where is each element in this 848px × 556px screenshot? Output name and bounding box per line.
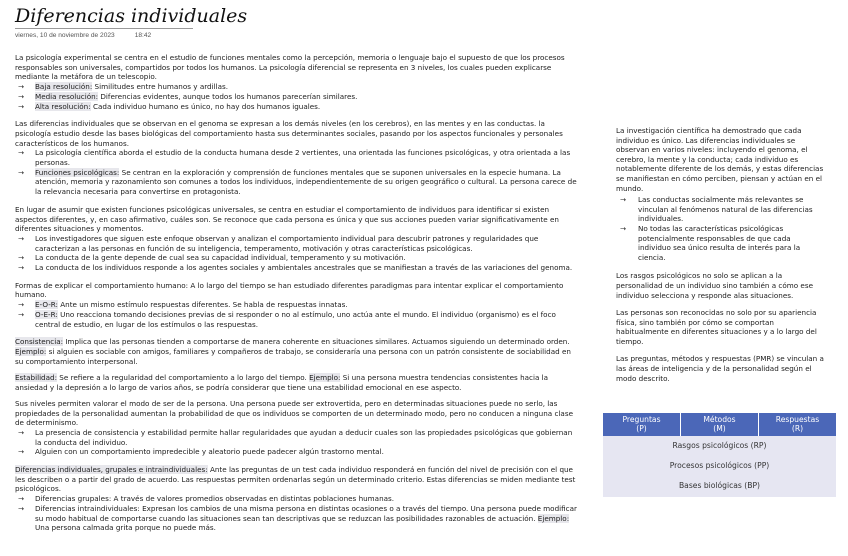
arrow-icon: → [18, 82, 25, 92]
arrow-icon: → [18, 427, 25, 437]
list-item-text: La conducta de la gente depende de cual sea su capacidad individual, temperamento y su motivación. [35, 253, 406, 263]
side-paragraph: Las preguntas, métodos y respuestas (PMR) se vinculan a las áreas de inteligencia y de la personalidad según el modo descrito. [616, 354, 824, 383]
header-label: Respuestas [775, 415, 820, 424]
side-note [616, 126, 824, 391]
arrow-icon: → [18, 300, 25, 310]
arrow-icon: → [18, 253, 25, 263]
list-item-text: La presencia de consistencia y estabilidad permite hallar regularidades que ayudan a deducir cuales son las propiedades psicológicas que gobiernan la conducta del individuo. [35, 427, 573, 447]
list-item [15, 428, 580, 447]
header-abbr: (M) [713, 424, 726, 433]
list-item [15, 168, 580, 197]
arrow-icon: → [18, 91, 25, 101]
term-highlight: Consistencia: [15, 337, 64, 347]
example-highlight: Ejemplo: [15, 346, 47, 356]
example-highlight: Ejemplo: [309, 372, 341, 382]
side-paragraph: Las personas son reconocidas no solo por su apariencia física, sino también por cómo se comportan habitualmente en diferentes situaciones y a lo largo del tiempo. [616, 308, 817, 346]
paragraph-text: Ante las preguntas de un test cada individuo responderá en función del nivel de precisión con el que les describen o a partir del grado de acuerdo. Las respuestas permiten ordenarlas según un determinado criterio. Estas diferencias se miden mediante test psicológicos. [15, 465, 576, 494]
differences-paragraph [15, 465, 580, 494]
header-abbr: (P) [636, 424, 647, 433]
list-item [15, 447, 580, 457]
list-item-text: Alguien con un comportamiento impredecible y aleatorio puede padecer algún trastorno mental. [35, 447, 384, 457]
term-highlight: Estabilidad: [15, 372, 58, 382]
note-date: viernes, 10 de noviembre de 2023 [15, 32, 115, 39]
list-item-text: Una persona calmada grita porque no puede más. [35, 523, 216, 533]
list-item [15, 263, 580, 273]
table-header-cell [759, 413, 836, 436]
list-item [15, 253, 580, 263]
table-row: Procesos psicológicos (PP) [669, 461, 770, 470]
main-text [15, 53, 580, 533]
table-header-cell [681, 413, 759, 436]
list-item-text: Ante un mismo estímulo respuestas diferentes. Se habla de respuestas innatas. [57, 300, 348, 310]
list-item [15, 310, 580, 329]
note-datetime [15, 32, 171, 39]
term-highlight: Media resolución: [35, 91, 99, 101]
arrow-icon: → [18, 233, 25, 243]
arrow-icon: → [18, 494, 25, 504]
header-label: Métodos [703, 415, 736, 424]
list-item [15, 92, 580, 102]
list-item [15, 82, 580, 92]
term-highlight: Funciones psicológicas: [35, 167, 120, 177]
consistency-paragraph [15, 337, 580, 366]
list-item [15, 494, 580, 504]
side-paragraph: Los rasgos psicológicos no solo se aplican a la personalidad de un individuo sino también a cómo ese individuo selecciona y responde alas situaciones. [616, 271, 814, 300]
term-highlight: O-E-R: [35, 309, 58, 319]
arrow-icon: → [18, 167, 25, 177]
side-paragraph: La investigación científica ha demostrado que cada individuo es único. Las diferencias individuales se observan en varios niveles: incluyendo el genoma, el cerebro, la mente y la conducta; cada individuo es notablemente diferente de los demás, y estas diferencias se manifiestan en cómo perciben, piensan y actúan en el mundo. [616, 126, 824, 193]
note-time: 18:42 [134, 32, 152, 39]
arrow-icon: → [620, 195, 627, 205]
paragraph-text: Se refiere a la regularidad del comportamiento a lo largo del tiempo. [57, 372, 310, 382]
title-divider [15, 28, 193, 29]
term-highlight: Alta resolución: [35, 101, 91, 111]
list-item [15, 148, 580, 167]
genome-paragraph: Las diferencias individuales que se observan en el genoma se expresan a los demás niveles (en los cerebros), en las mentes y en las conductas. la psicología estudio desde las bases biológicas del comportamiento hasta sus determinantes sociales, pasando por los aspectos funcionales y personales característicos de los humanos. [15, 119, 563, 148]
forms-paragraph: Formas de explicar el comportamiento humano: A lo largo del tiempo se han estudiado diferentes paradigmas para intentar explicar el comportamiento humano. [15, 280, 564, 300]
paragraph-text: si alguien es sociable con amigos, familiares y compañeros de trabajo, se consideraría una persona con un patrón consistente de sociabilidad en su comportamiento interpersonal. [15, 346, 571, 366]
arrow-icon: → [18, 101, 25, 111]
stability-paragraph [15, 373, 580, 392]
paragraph-text: Implica que las personas tienden a comportarse de manera coherente en situaciones similares. Actuamos siguiendo un determinado orden. [63, 337, 570, 347]
arrow-icon: → [18, 447, 25, 457]
paragraph-text: Si una persona muestra tendencias consistentes hacia la ansiedad y la depresión a lo largo de varios años, se podría considerar que tiene una estabilidad emocional en ese aspecto. [15, 372, 549, 392]
levels-paragraph: Sus niveles permiten valorar el modo de ser de la persona. Una persona puede ser extrovertida, pero en determinadas situaciones puede no serlo, las propiedades de la personalidad aumentan la probabilidad de que os individuos se comporten de un determinado modo, pero no conducen a ninguna clase de determinismo. [15, 398, 573, 428]
list-item [15, 234, 580, 253]
example-highlight: Ejemplo: [537, 513, 570, 523]
list-item-text: Diferencias evidentes, aunque todos los humanos parecerían similares. [98, 91, 358, 101]
list-item-text: Se centran en la exploración y comprensión de funciones mentales que se suponen universales en la especie humana. La atención, memoria y razonamiento son comunes a todos los individuos, independientemente de su origen geográfico o cultural. La persona carece de la relevancia necesaria para convertirse en protagonista. [35, 167, 577, 197]
list-item-text: Las conductas socialmente más relevantes se vinculan al fenómenos natural de las diferencias individuales. [638, 195, 813, 224]
table-header-row [603, 413, 836, 436]
page-title: Diferencias individuales [15, 5, 248, 27]
list-item-text: La conducta de los individuos responde a los agentes sociales y ambientales ancestrales que se manifiestan a través de las variaciones del genoma. [35, 263, 573, 273]
intro-paragraph: La psicología experimental se centra en el estudio de funciones mentales como la percepción, memoria o lenguaje bajo el supuesto de que los procesos responsables son universales, compartidos por todos los humanos. La psicología diferencial se representa en 3 niveles, los cuales pueden explicarse mediante la metáfora de un telescopio. [15, 53, 565, 82]
table-row: Bases biológicas (BP) [678, 481, 761, 490]
list-item-text: Uno reacciona tomando decisiones previas de si responder o no al estímulo, uno actúa ante el mundo. El individuo (organismo) es el foco central de estudio, en lugar de los estímulos o las respuestas. [35, 309, 556, 329]
table-header-cell [603, 413, 681, 436]
list-item-text: Diferencias intraindividuales: Expresan los cambios de una misma persona en distintas ocasiones o a través del tiempo. Una persona puede modificar su modo habitual de comportarse cuando las situaciones sean tan descriptivas que se reduzcan las posibilidades razonables de actuación. [35, 503, 577, 523]
pmr-table [603, 413, 836, 497]
list-item-text: No todas las características psicológicas potencialmente responsables de que cada individuo sea único resulta de interés para la ciencia. [638, 223, 801, 262]
arrow-icon: → [18, 309, 25, 319]
header-label: Preguntas [622, 415, 661, 424]
list-item-text: La psicología científica aborda el estudio de la conducta humana desde 2 vertientes, una orientada las funciones psicológicas, y otra orientada a las personas. [35, 148, 571, 168]
instead-paragraph: En lugar de asumir que existen funciones psicológicas universales, se centra en estudiar el comportamiento de individuos para identificar si existen aspectos diferentes, y, en caso afirmativo, cuáles son. Se reconoce que cada persona es única y que sus acciones pueden variar significativamente en diferentes situaciones y momentos. [15, 204, 559, 234]
list-item [616, 195, 824, 224]
arrow-icon: → [18, 503, 25, 513]
list-item [15, 504, 580, 533]
term-highlight: Diferencias individuales, grupales e intraindividuales: [15, 465, 208, 475]
arrow-icon: → [620, 223, 627, 233]
term-highlight: Baja resolución: [35, 82, 93, 92]
list-item-text: Diferencias grupales: A través de valores promedios observadas en distintas poblaciones humanas. [35, 494, 395, 504]
list-item-text: Cada individuo humano es único, no hay dos humanos iguales. [90, 101, 321, 111]
list-item [15, 300, 580, 310]
header-abbr: (R) [791, 424, 804, 433]
term-highlight: E-O-R: [35, 300, 58, 310]
arrow-icon: → [18, 263, 25, 273]
list-item [616, 224, 824, 262]
list-item-text: Los investigadores que siguen este enfoque observan y analizan el comportamiento individual para descubrir patrones y regularidades que caracterizan a las personas en función de su inteligencia, temperamento, motivación y otras características psicológicas. [35, 233, 539, 253]
list-item [15, 102, 580, 112]
list-item-text: Similitudes entre humanos y ardillas. [92, 82, 229, 92]
table-row: Rasgos psicológicos (RP) [672, 441, 767, 450]
arrow-icon: → [18, 148, 25, 158]
